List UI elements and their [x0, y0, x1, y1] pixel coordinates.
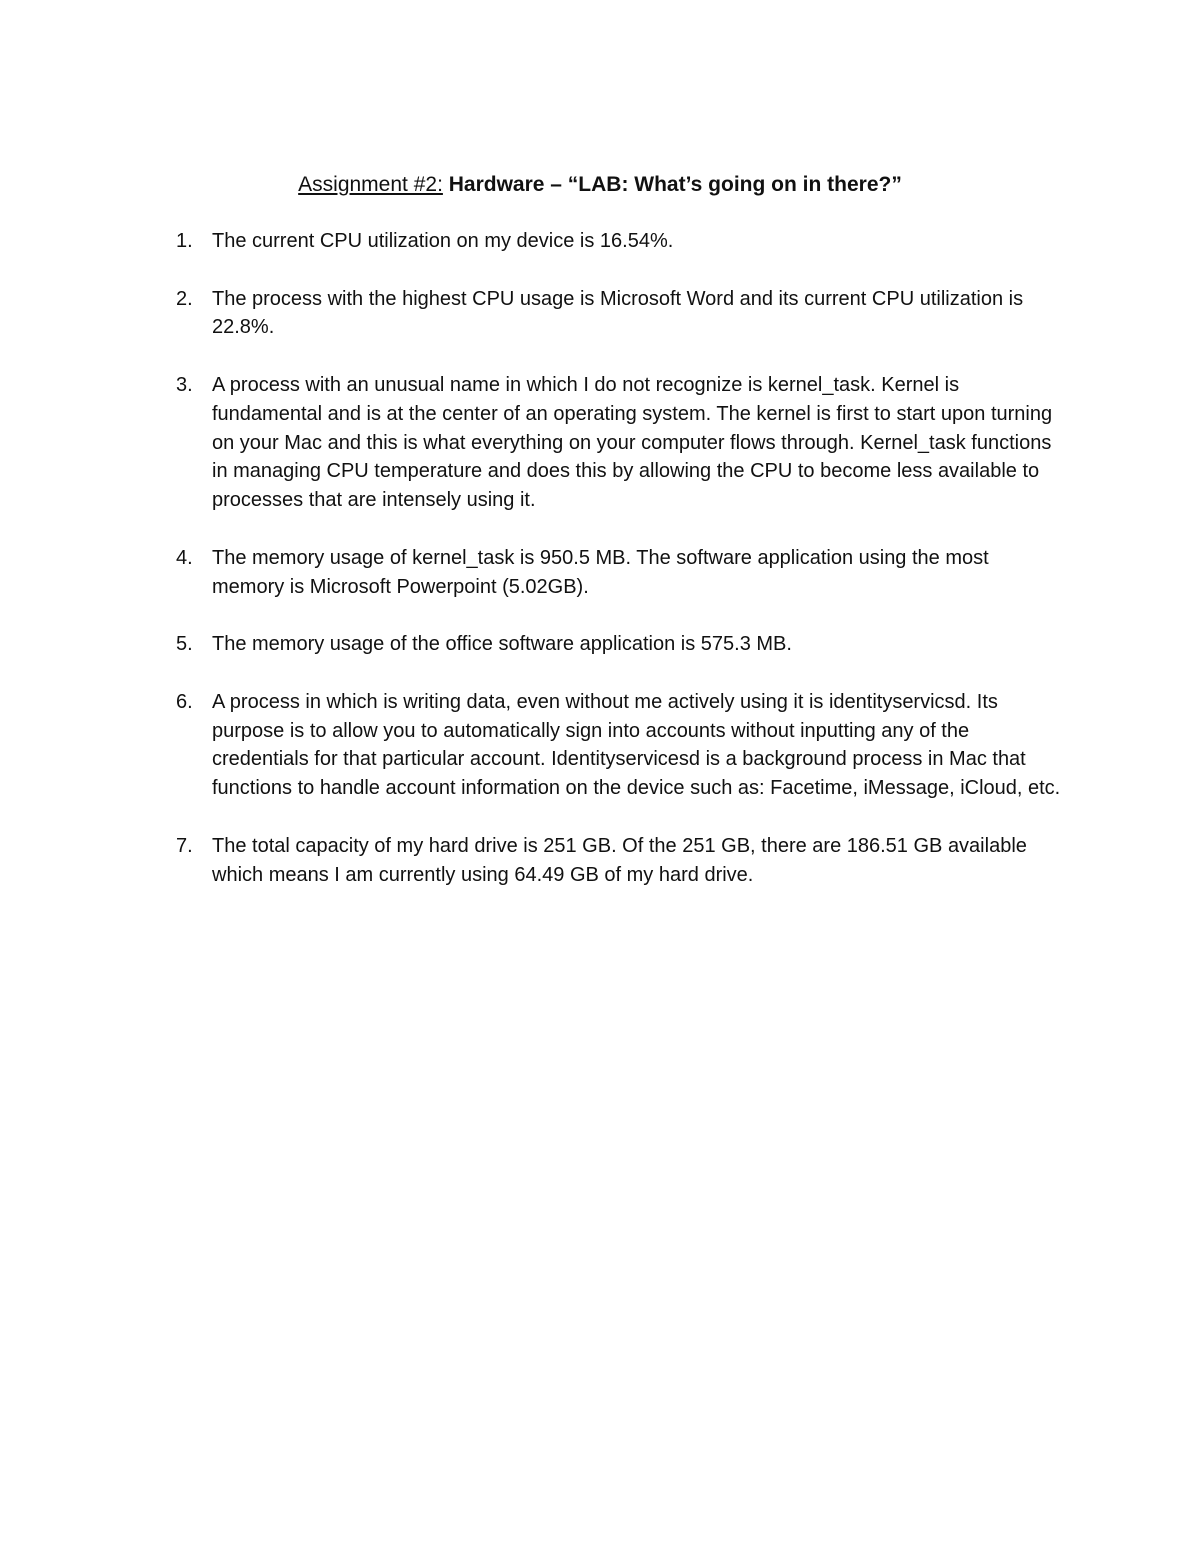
document-title	[0, 170, 1200, 200]
answer-list	[176, 227, 1066, 918]
item-number: 1.	[176, 230, 193, 252]
item-text: The memory usage of kernel_task is 950.5 MB. The software application using the most memory is Microsoft Powerpoint (5.02GB).	[212, 546, 989, 598]
item-text: The process with the highest CPU usage is Microsoft Word and its current CPU utilization is 22.8%.	[212, 287, 1024, 339]
item-text: The memory usage of the office software application is 575.3 MB.	[212, 633, 792, 656]
item-text: A process in which is writing data, even without me actively using it is identityservicsd. Its purpose is to allow you to automatically sign into accounts without inputting any of the credentials for that particular account. Identityservicesd is a background process in Mac that functions to handle account information on the device such as: Facetime, iMessage, iCloud, etc.	[212, 690, 1061, 800]
list-item	[176, 371, 1066, 515]
item-number: 2.	[176, 287, 193, 310]
item-number: 3.	[176, 373, 193, 396]
item-text: A process with an unusual name in which I do not recognize is kernel_task. Kernel is fundamental and is at the center of an operating system. The kernel is first to start upon turning on your Mac and this is what everything on your computer flows through. Kernel_task functions in managing CPU temperature and does this by allowing the CPU to become less available to processes that are intensely using it.	[212, 373, 1053, 512]
title-main: Hardware – “LAB: What’s going on in there?”	[442, 173, 902, 196]
list-item	[176, 688, 1066, 803]
list-item	[176, 227, 1066, 256]
item-number: 5.	[176, 633, 193, 656]
list-item	[176, 832, 1066, 890]
item-number: 4.	[176, 546, 193, 569]
title-prefix: Assignment #2:	[298, 173, 443, 196]
item-number: 7.	[176, 834, 193, 857]
item-text: The current CPU utilization on my device is 16.54%.	[212, 230, 674, 252]
list-item	[176, 285, 1066, 343]
list-item	[176, 544, 1066, 602]
item-number: 6.	[176, 690, 193, 713]
item-text: The total capacity of my hard drive is 251 GB. Of the 251 GB, there are 186.51 GB available which means I am currently using 64.49 GB of my hard drive.	[212, 834, 1027, 886]
list-item	[176, 630, 1066, 659]
